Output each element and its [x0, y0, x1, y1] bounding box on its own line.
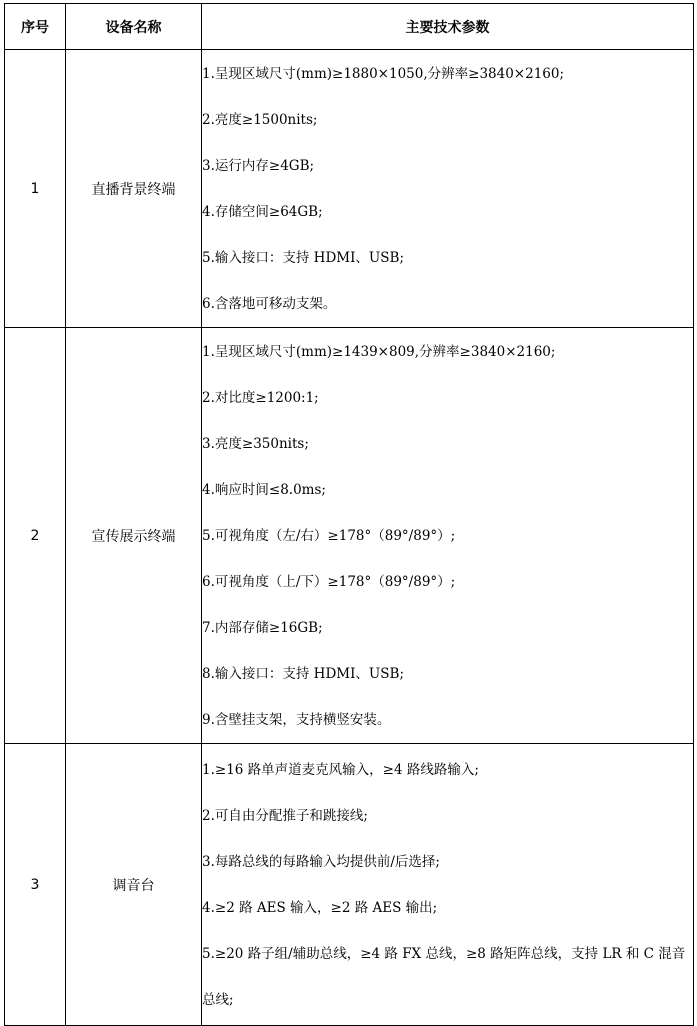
param-item: 6.可视角度（上/下）≥178°（89°/89°）;	[202, 573, 456, 590]
param-item: 5.≥20 路子组/辅助总线，≥4 路 FX 总线，≥8 路矩阵总线，支持 LR 和 C 混音总线;	[202, 945, 686, 1008]
param-item: 4.存储空间≥64GB;	[202, 203, 323, 220]
param-item: 2.亮度≥1500nits;	[202, 111, 318, 128]
param-list	[202, 744, 694, 1026]
param-item: 8.输入接口：支持 HDMI、USB;	[202, 665, 405, 682]
param-item: 3.每路总线的每路输入均提供前/后选择;	[202, 853, 440, 870]
param-item: 2.可自由分配推子和跳接线;	[202, 807, 368, 824]
device-name: 调音台	[66, 744, 202, 1026]
param-list	[202, 50, 694, 328]
row-index: 2	[5, 328, 66, 744]
header-device-name: 设备名称	[66, 4, 202, 50]
table-row	[5, 328, 694, 744]
spec-table	[4, 3, 694, 1026]
param-item: 4.响应时间≤8.0ms;	[202, 481, 326, 498]
param-item: 4.≥2 路 AES 输入，≥2 路 AES 输出;	[202, 899, 438, 916]
param-list	[202, 328, 694, 744]
table-row	[5, 744, 694, 1026]
param-item: 9.含壁挂支架，支持横竖安装。	[202, 711, 391, 728]
param-item: 3.运行内存≥4GB;	[202, 157, 315, 174]
param-item: 1.呈现区域尺寸(mm)≥1880×1050,分辨率≥3840×2160;	[202, 65, 565, 82]
row-index: 1	[5, 50, 66, 328]
param-item: 1.呈现区域尺寸(mm)≥1439×809,分辨率≥3840×2160;	[202, 343, 556, 360]
header-tech-params: 主要技术参数	[202, 4, 694, 50]
header-index: 序号	[5, 4, 66, 50]
param-item: 5.输入接口：支持 HDMI、USB;	[202, 249, 405, 266]
param-item: 2.对比度≥1200:1;	[202, 389, 319, 406]
param-item: 1.≥16 路单声道麦克风输入，≥4 路线路输入;	[202, 761, 479, 778]
row-index: 3	[5, 744, 66, 1026]
param-item: 5.可视角度（左/右）≥178°（89°/89°）;	[202, 527, 456, 544]
table-row	[5, 50, 694, 328]
device-name: 直播背景终端	[66, 50, 202, 328]
table-header-row	[5, 4, 694, 50]
device-name: 宣传展示终端	[66, 328, 202, 744]
param-item: 6.含落地可移动支架。	[202, 295, 337, 312]
param-item: 7.内部存储≥16GB;	[202, 619, 323, 636]
param-item: 3.亮度≥350nits;	[202, 435, 309, 452]
